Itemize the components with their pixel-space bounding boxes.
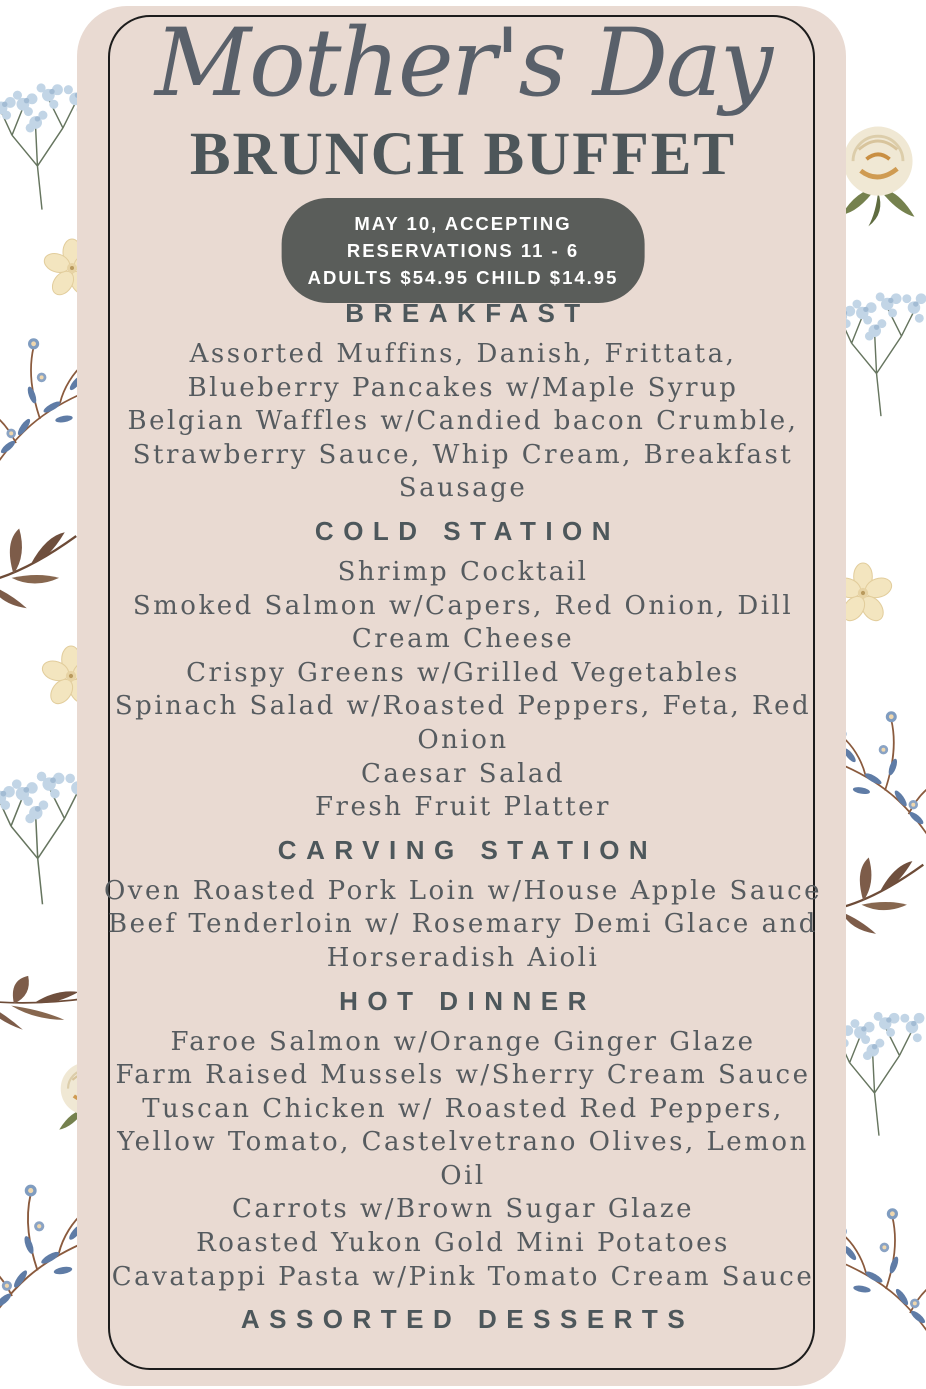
section-header: HOT DINNER	[339, 985, 596, 1016]
menu-item-line: Carrots w/Brown Sugar Glaze	[232, 1194, 694, 1225]
menu-item-line: Onion	[417, 724, 509, 755]
menu-item-line: Caesar Salad	[360, 758, 566, 789]
menu-section-carving-station	[93, 830, 833, 976]
menu-section-breakfast	[93, 293, 833, 506]
menu-item-line: Shrimp Cocktail	[337, 556, 589, 587]
menu-item-line: Spinach Salad w/Roasted Peppers, Feta, Red	[114, 691, 812, 722]
menu-item-line: Assorted Muffins, Danish, Frittata,	[189, 339, 737, 369]
menu-item-line: Cavatappi Pasta w/Pink Tomato Cream Sauce	[111, 1261, 815, 1292]
menu-body	[93, 288, 833, 1344]
menu-item-line: Strawberry Sauce, Whip Cream, Breakfast	[132, 439, 794, 470]
menu-item-line: Roasted Yukon Gold Mini Potatoes	[196, 1228, 730, 1259]
menu-item-line: Crispy Greens w/Grilled Vegetables	[186, 657, 740, 688]
menu-item-line: Beef Tenderloin w/ Rosemary Demi Glace and	[108, 909, 818, 940]
brown-leaves-icon	[0, 520, 80, 630]
menu-section-hot-dinner	[93, 981, 833, 1295]
badge-line-reservations: RESERVATIONS 11 - 6	[346, 240, 580, 261]
menu-item-line: Horseradish Aioli	[326, 942, 600, 973]
section-header: COLD STATION	[314, 515, 621, 546]
menu-item-line: Faroe Salmon w/Orange Ginger Glaze	[170, 1026, 756, 1057]
menu-item-line: Yellow Tomato, Castelvetrano Olives, Lemon	[117, 1127, 809, 1158]
menu-item-line: Farm Raised Mussels w/Sherry Cream Sauce	[115, 1060, 811, 1091]
menu-item-line: Blueberry Pancakes w/Maple Syrup	[187, 372, 739, 403]
script-title: Mother's Day	[154, 9, 772, 118]
babys-breath-icon	[832, 270, 926, 420]
section-header: CARVING STATION	[277, 834, 658, 865]
brown-leaves-icon	[834, 852, 926, 952]
menu-item-line: Oil	[440, 1160, 486, 1191]
menu-item-line: Tuscan Chicken w/ Roasted Red Peppers,	[142, 1093, 784, 1124]
menu-item-line: Belgian Waffles w/Candied bacon Crumble,	[127, 406, 799, 437]
menu-item-line: Smoked Salmon w/Capers, Red Onion, Dill	[132, 590, 794, 621]
page-title: BRUNCH BUFFET	[189, 121, 737, 188]
badge-line-date: MAY 10, ACCEPTING	[354, 213, 572, 234]
badge-line-prices: ADULTS $54.95 CHILD $14.95	[307, 267, 619, 288]
section-header: ASSORTED DESSERTS	[240, 1304, 695, 1335]
menu-item-line: Sausage	[398, 473, 528, 504]
menu-section-cold-station	[93, 511, 833, 825]
menu-item-line: Cream Cheese	[351, 624, 575, 655]
menu-item-line: Oven Roasted Pork Loin w/House Apple Sauce	[103, 875, 823, 906]
menu-section-assorted-desserts	[93, 1299, 833, 1339]
section-header: BREAKFAST	[345, 298, 590, 328]
menu-item-line: Fresh Fruit Platter	[315, 792, 611, 823]
